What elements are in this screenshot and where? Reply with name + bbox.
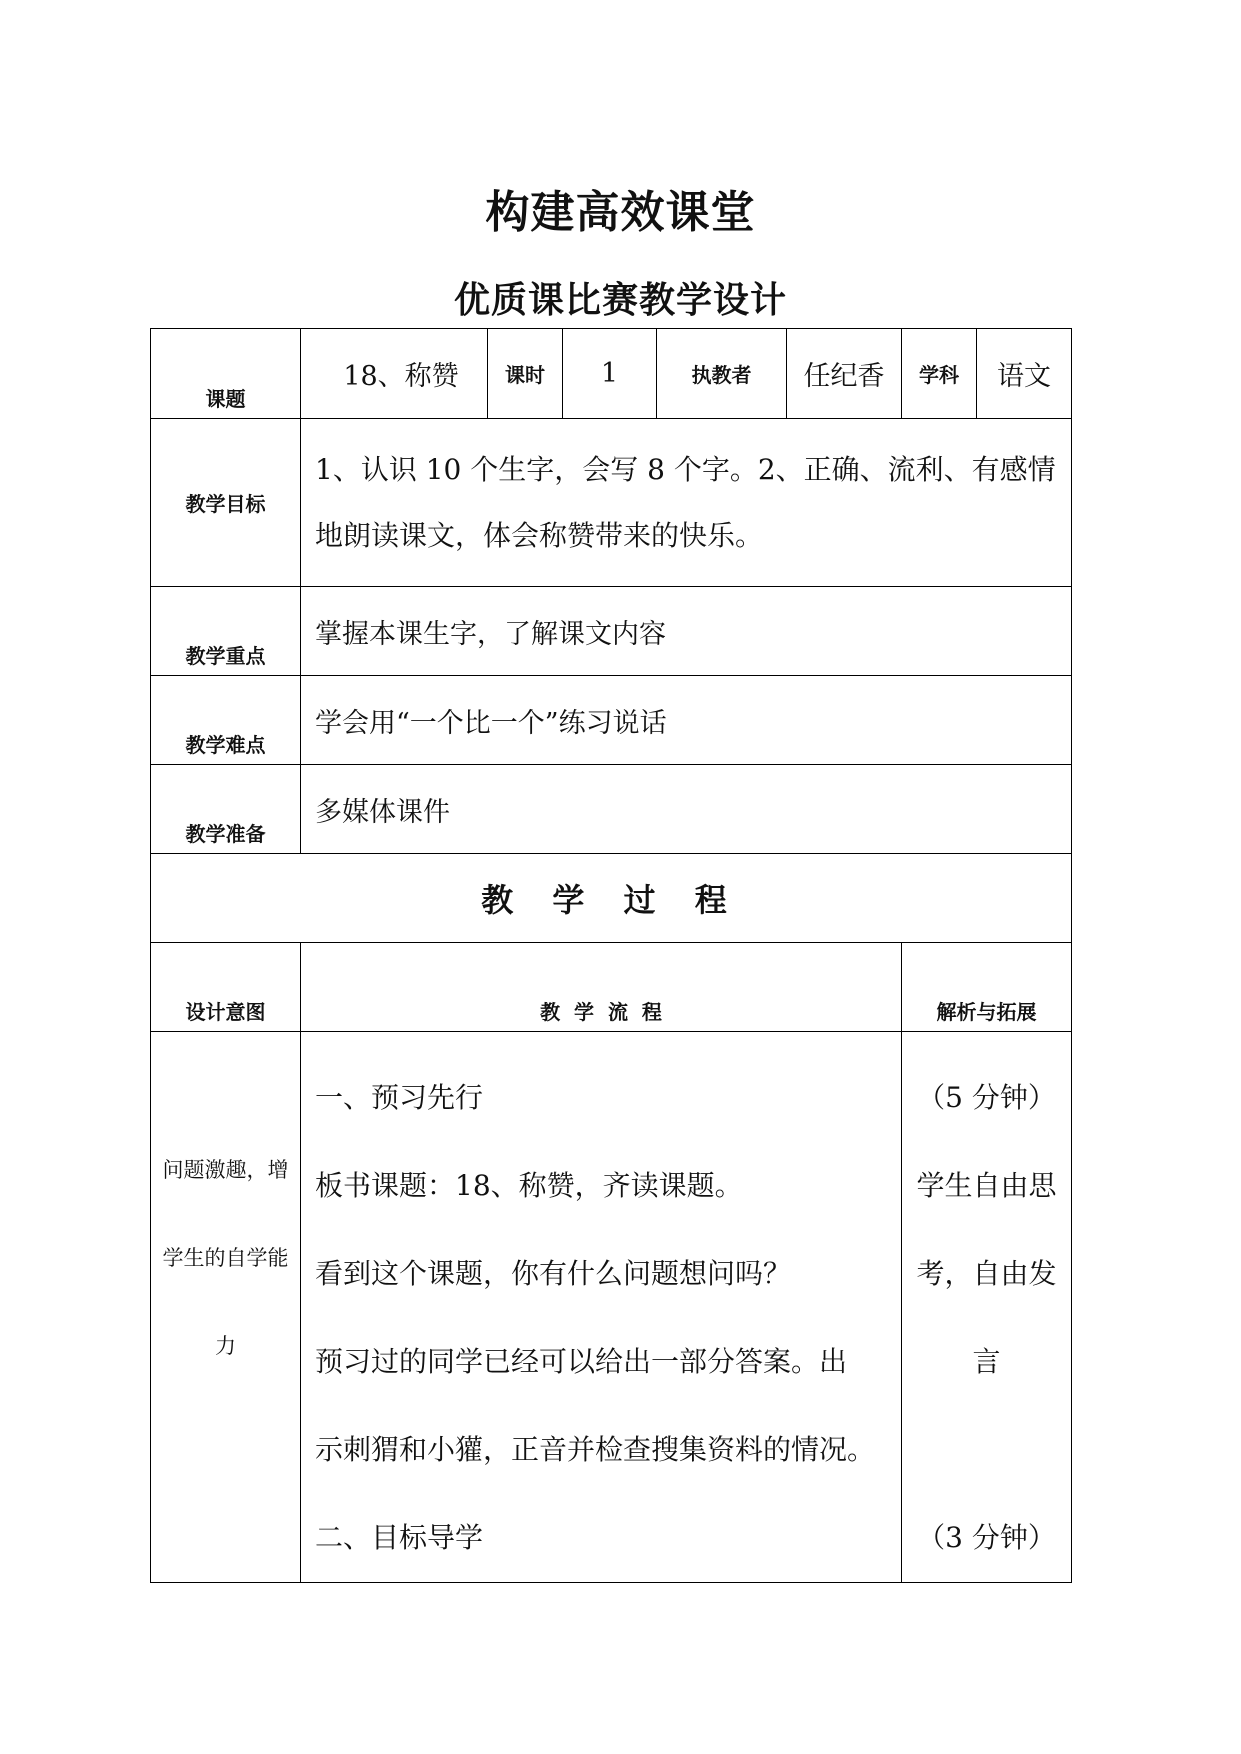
- analysis-line: （3 分钟）: [917, 1521, 1056, 1554]
- period-label: 课时: [488, 329, 563, 419]
- intent-line: 学生的自学能: [162, 1246, 289, 1270]
- analysis-cell: [902, 1032, 1072, 1583]
- goals-line-2: 地朗读课文，体会称赞带来的快乐。: [315, 518, 764, 552]
- difficulty-row: [151, 676, 1072, 765]
- flow-cell: [301, 1032, 902, 1583]
- col-analysis-header: 解析与拓展: [902, 943, 1072, 1032]
- topic-value: 18、称赞: [301, 329, 488, 419]
- preparation-value: 多媒体课件: [301, 765, 1072, 854]
- page-title: 构建高效课堂: [485, 187, 756, 238]
- preparation-row: [151, 765, 1072, 854]
- info-row: [151, 329, 1072, 419]
- col-intent-header: 设计意图: [151, 943, 301, 1032]
- goals-text: [301, 419, 1072, 587]
- flow-line: 预习过的同学已经可以给出一部分答案。出: [315, 1345, 848, 1378]
- flow-line: 二、目标导学: [315, 1521, 484, 1554]
- analysis-line: 言: [972, 1345, 1001, 1378]
- analysis-line: [902, 1406, 1071, 1494]
- keypoint-row: [151, 587, 1072, 676]
- col-flow-header: 教 学 流 程: [301, 943, 902, 1032]
- process-columns-row: [151, 943, 1072, 1032]
- keypoint-value: 掌握本课生字，了解课文内容: [301, 587, 1072, 676]
- period-value: 1: [563, 329, 657, 419]
- lesson-plan-table: [150, 328, 1072, 1583]
- process-content-row: [151, 1032, 1072, 1583]
- process-heading: 教 学 过 程: [151, 854, 1072, 943]
- intent-line: 问题激趣，增: [162, 1158, 289, 1182]
- goals-label: 教学目标: [151, 419, 301, 587]
- analysis-line: 考，自由发: [916, 1257, 1057, 1290]
- analysis-line: 学生自由思: [916, 1169, 1057, 1202]
- flow-line: 看到这个课题，你有什么问题想问吗？: [315, 1257, 792, 1290]
- flow-line: 一、预习先行: [315, 1081, 484, 1114]
- page-subtitle: 优质课比赛教学设计: [453, 280, 787, 321]
- teacher-label: 执教者: [657, 329, 787, 419]
- analysis-line: （5 分钟）: [917, 1081, 1056, 1114]
- topic-label: 课题: [151, 329, 301, 419]
- intent-cell: [151, 1032, 301, 1583]
- goals-line-1: 1、认识 10 个生字，会写 8 个字。2、正确、流利、有感情: [315, 452, 1056, 486]
- preparation-label: 教学准备: [151, 765, 301, 854]
- goals-row: [151, 419, 1072, 587]
- subject-value: 语文: [977, 329, 1072, 419]
- keypoint-label: 教学重点: [151, 587, 301, 676]
- intent-line: 力: [215, 1334, 236, 1358]
- flow-line: 板书课题：18、称赞，齐读课题。: [315, 1169, 743, 1202]
- difficulty-value: 学会用“一个比一个”练习说话: [301, 676, 1072, 765]
- difficulty-label: 教学难点: [151, 676, 301, 765]
- process-heading-row: [151, 854, 1072, 943]
- flow-line: 示刺猬和小獾，正音并检查搜集资料的情况。: [315, 1433, 876, 1466]
- teacher-value: 任纪香: [787, 329, 902, 419]
- subject-label: 学科: [902, 329, 977, 419]
